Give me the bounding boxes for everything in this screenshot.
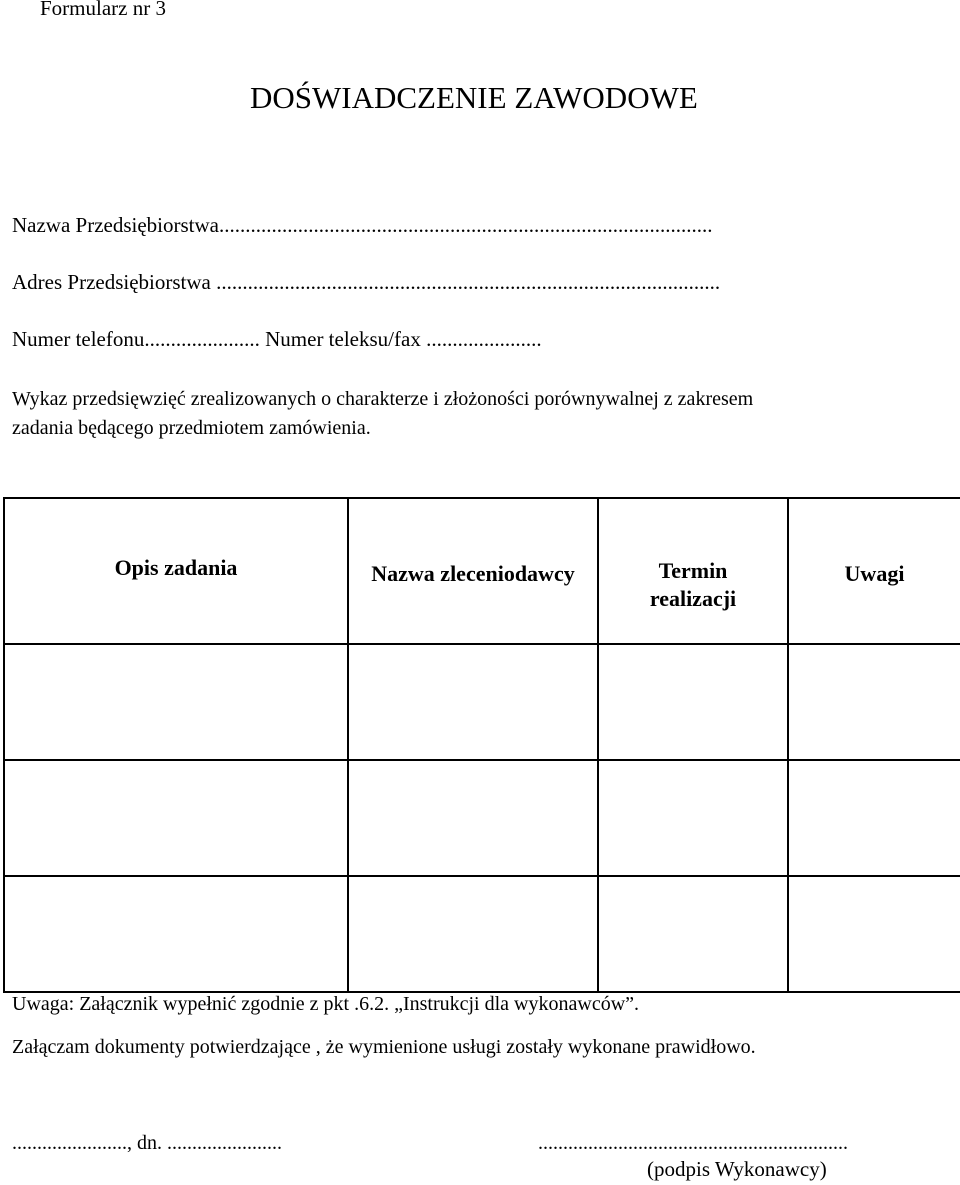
signature-label: (podpis Wykonawcy) <box>647 1157 827 1181</box>
table-row <box>4 876 960 992</box>
column-header-description <box>4 498 348 644</box>
column-header-deadline <box>598 498 788 644</box>
place-date-line: ......................., dn. ....................... <box>12 1132 282 1154</box>
signature-line: .............................................................. <box>538 1132 848 1154</box>
column-header-client-label: Nazwa zleceniodawcy <box>371 561 575 586</box>
column-header-client <box>348 498 598 644</box>
form-number: Formularz nr 3 <box>40 0 166 20</box>
table-cell <box>598 760 788 876</box>
table-cell <box>4 760 348 876</box>
table-cell <box>348 876 598 992</box>
column-header-remarks-label: Uwagi <box>844 561 905 586</box>
statement-text: Załączam dokumenty potwierdzające , że wymienione usługi zostały wykonane prawidłowo. <box>12 1036 756 1058</box>
intro-text-line-2: zadania będącego przedmiotem zamówienia. <box>12 417 371 439</box>
table-row <box>4 760 960 876</box>
column-header-deadline-label: Termin realizacji <box>649 558 737 611</box>
table-cell <box>788 644 960 760</box>
phone-fax-field: Numer telefonu...................... Numer teleksu/fax ...................... <box>12 327 542 351</box>
table-cell <box>348 760 598 876</box>
attachment-note: Uwaga: Załącznik wypełnić zgodnie z pkt .6.2. „Instrukcji dla wykonawców”. <box>12 993 640 1015</box>
intro-text-line-1: Wykaz przedsięwzięć zrealizowanych o charakterze i złożoności porównywalnej z zakresem <box>12 388 754 410</box>
table-cell <box>598 644 788 760</box>
table-cell <box>4 644 348 760</box>
table-cell <box>598 876 788 992</box>
company-address-field: Adres Przedsiębiorstwa ................................................................................................ <box>12 270 721 294</box>
document-title: DOŚWIADCZENIE ZAWODOWE <box>250 80 698 115</box>
experience-table <box>3 497 960 993</box>
table-header-row <box>4 498 960 644</box>
company-name-field: Nazwa Przedsiębiorstwa.............................................................................................. <box>12 213 713 237</box>
column-header-description-label: Opis zadania <box>114 555 238 580</box>
table-cell <box>348 644 598 760</box>
table-cell <box>788 876 960 992</box>
table-row <box>4 644 960 760</box>
column-header-remarks <box>788 498 960 644</box>
table-cell <box>788 760 960 876</box>
table-cell <box>4 876 348 992</box>
